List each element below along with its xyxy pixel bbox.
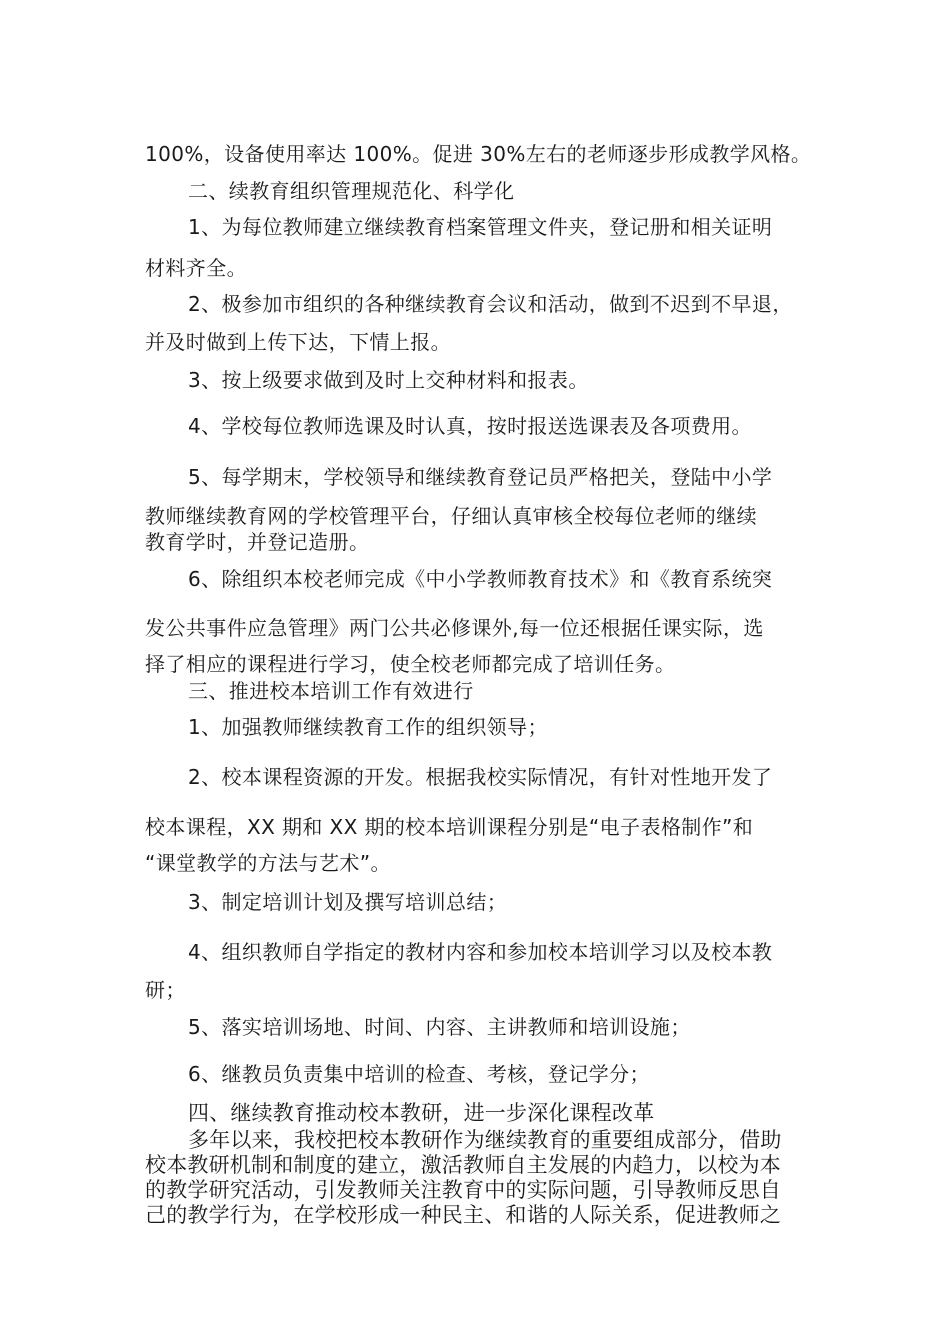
text-line: 研； <box>145 978 186 1002</box>
text-line: 教师继续教育网的学校管理平台，仔细认真审核全校每位老师的继续 <box>145 504 757 528</box>
text-line: 1、为每位教师建立继续教育档案管理文件夹，登记册和相关证明 <box>188 215 773 239</box>
text-line: 2、校本课程资源的开发。根据我校实际情况，有针对性地开发了 <box>188 765 773 789</box>
text-line: 2、极参加市组织的各种继续教育会议和活动，做到不迟到不早退， <box>188 292 793 316</box>
text-line: 1、加强教师继续教育工作的组织领导； <box>188 715 548 739</box>
text-line: 发公共事件应急管理》两门公共必修课外,每一位还根据任课实际，选 <box>145 616 764 640</box>
text-line: 3、按上级要求做到及时上交种材料和报表。 <box>188 368 589 392</box>
text-line: 4、学校每位教师选课及时认真，按时报送选课表及各项费用。 <box>188 414 752 438</box>
text-line: 校本教研机制和制度的建立，激活教师自主发展的内趋力，以校为本 <box>145 1153 781 1177</box>
text-line: 多年以来，我校把校本教研作为继续教育的重要组成部分，借助 <box>188 1128 782 1152</box>
text-line: 的教学研究活动，引发教师关注教育中的实际问题，引导教师反思自 <box>145 1178 781 1202</box>
text-line: 材料齐全。 <box>145 256 247 280</box>
text-line: 6、继教员负责集中培训的检查、考核，登记学分； <box>188 1062 650 1086</box>
section-heading: 三、推进校本培训工作有效进行 <box>188 679 474 703</box>
text-line: 6、除组织本校老师完成《中小学教师教育技术》和《教育系统突 <box>188 567 773 591</box>
text-line: 教育学时，并登记造册。 <box>145 530 370 554</box>
text-line: 并及时做到上传下达，下情上报。 <box>145 330 451 354</box>
text-line: 择了相应的课程进行学习，使全校老师都完成了培训任务。 <box>145 652 676 676</box>
text-line: 4、组织教师自学指定的教材内容和参加校本培训学习以及校本教 <box>188 940 773 964</box>
text-line: “课堂教学的方法与艺术”。 <box>145 851 391 875</box>
text-line: 3、制定培训计划及撰写培训总结； <box>188 890 508 914</box>
text-line: 校本课程，XX 期和 XX 期的校本培训课程分别是“电子表格制作”和 <box>145 815 754 839</box>
section-heading: 四、继续教育推动校本教研，进一步深化课程改革 <box>188 1101 655 1125</box>
text-line: 5、落实培训场地、时间、内容、主讲教师和培训设施； <box>188 1015 691 1039</box>
text-line: 100%，设备使用率达 100%。促进 30%左右的老师逐步形成教学风格。 <box>145 142 812 166</box>
section-heading: 二、续教育组织管理规范化、科学化 <box>188 179 515 203</box>
text-line: 5、每学期末，学校领导和继续教育登记员严格把关，登陆中小学 <box>188 465 773 489</box>
text-line: 己的教学行为，在学校形成一种民主、和谐的人际关系，促进教师之 <box>145 1203 781 1227</box>
